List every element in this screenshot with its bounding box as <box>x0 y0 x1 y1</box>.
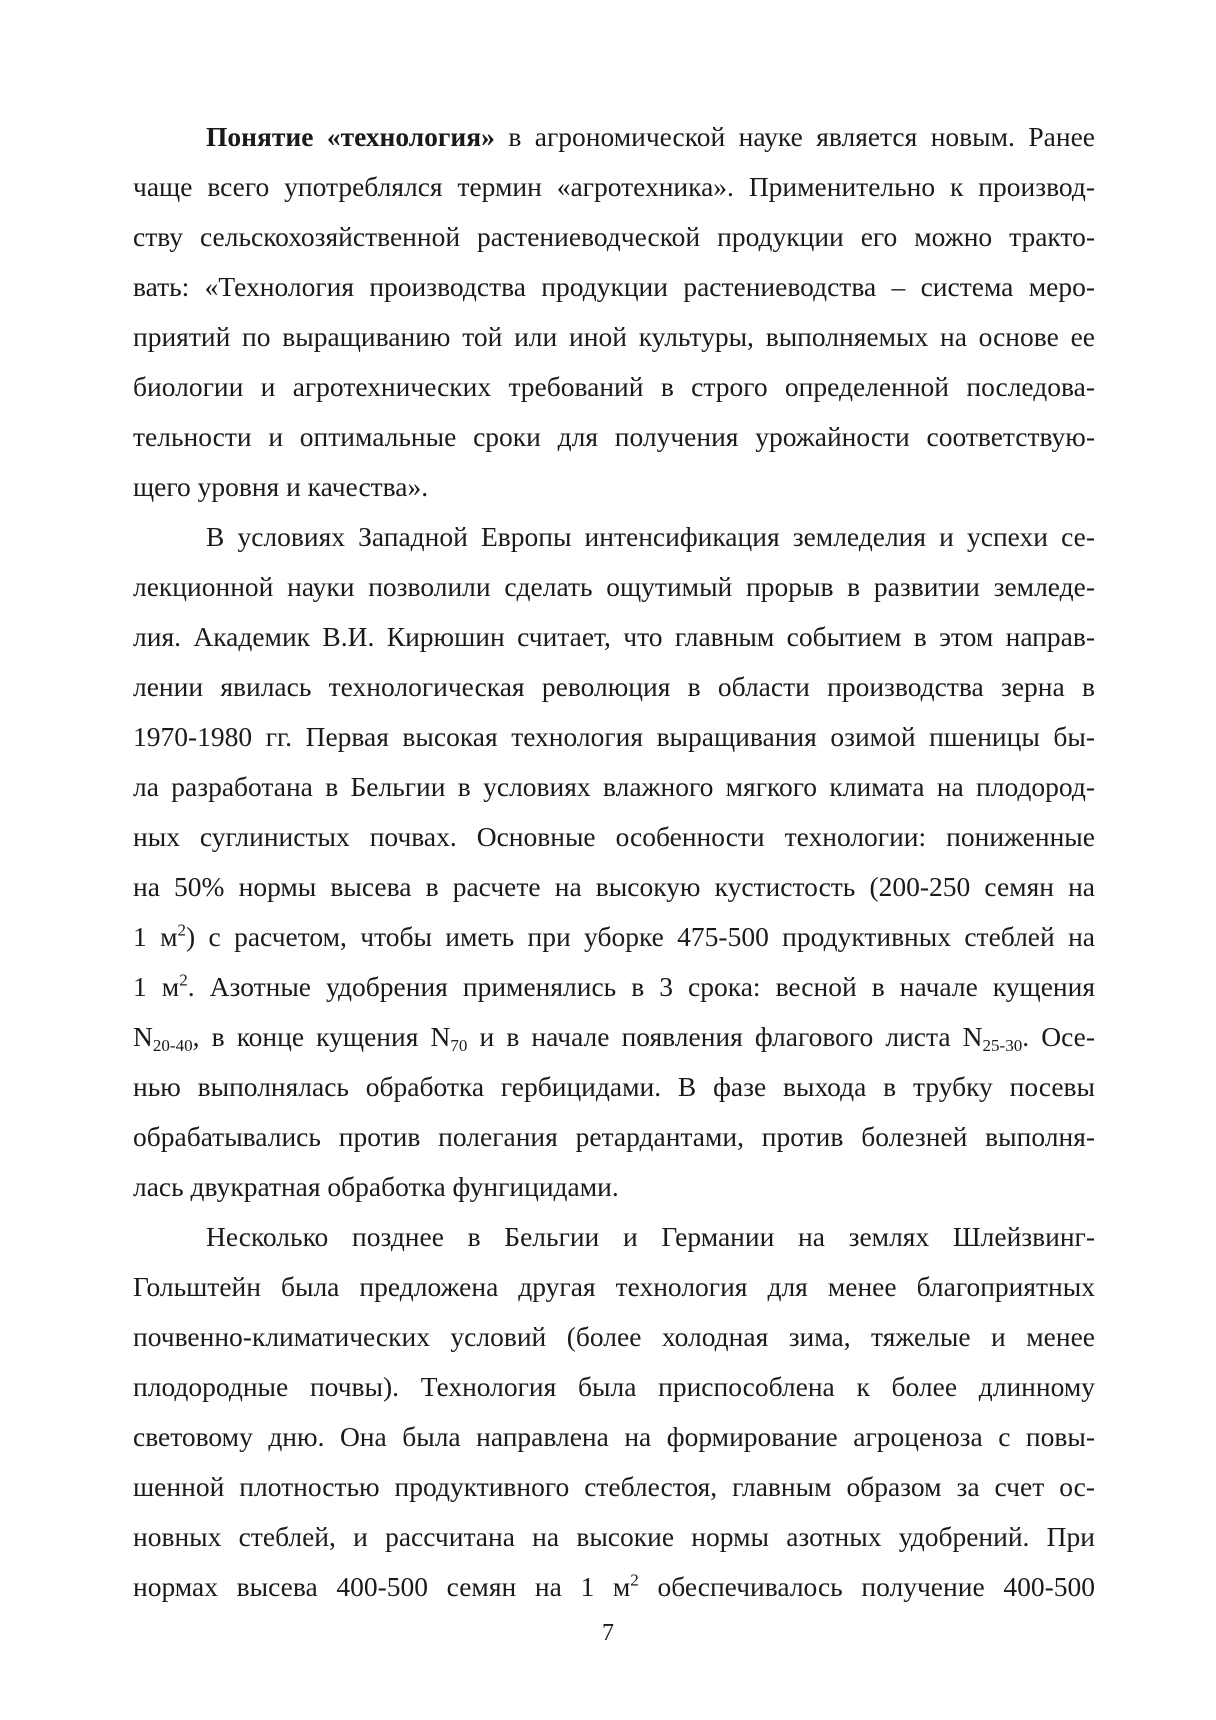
text-line: 1 $м^2$. Азотные удобрения применялись в 3 срока: весной в начале кущения <box>133 970 1095 1002</box>
term-bold: Понятие «технология» <box>206 121 495 152</box>
text-line: 1970-1980 гг. Первая высокая технология выращивания озимой пшеницы бы- <box>133 721 1095 752</box>
text-line: лении явилась технологическая революция в области производства зерна в <box>133 671 1095 702</box>
text-line: нью выполнялась обработка гербицидами. В фазе выхода в трубку посевы <box>133 1071 1095 1102</box>
text-line: плодородные почвы). Технология была приспособлена к более длинному <box>133 1371 1095 1402</box>
text-line: ству сельскохозяйственной растениеводческой продукции его можно тракто- <box>133 221 1095 252</box>
text-line: на 50% нормы высева в расчете на высокую кустистость (200-250 семян на <box>133 871 1095 902</box>
page-number: 7 <box>602 1620 614 1646</box>
text-line: 1 $м^2$) с расчетом, чтобы иметь при уборке 475-500 продуктивных стеблей на <box>133 920 1096 952</box>
text-line: шенной плотностью продуктивного стеблестоя, главным образом за счет ос- <box>133 1471 1095 1502</box>
text-line: приятий по выращиванию той или иной культуры, выполняемых на основе ее <box>133 321 1095 352</box>
text-line: тельности и оптимальные сроки для получения урожайности соответствую- <box>133 421 1095 452</box>
text-line: лия. Академик В.И. Кирюшин считает, что главным событием в этом направ- <box>133 621 1095 652</box>
text-line: новных стеблей, и рассчитана на высокие нормы азотных удобрений. При <box>133 1521 1095 1552</box>
text-line: В условиях Западной Европы интенсификация земледелия и успехи се- <box>206 521 1095 552</box>
text-line: вать: «Технология производства продукции растениеводства – система меро- <box>133 271 1095 302</box>
text-line: нормах высева 400-500 семян на 1 $м^2$ обеспечивалось получение 400-500 <box>133 1570 1095 1602</box>
text-line: щего уровня и качества». <box>133 471 429 502</box>
text-line: Гольштейн была предложена другая технология для менее благоприятных <box>133 1271 1095 1302</box>
text-line: $N_{20-40}$, в конце кущения $N_{70}$ и в начале появления флагового листа $N_{25-30}$. Осе- <box>133 1021 1096 1056</box>
text-line: чаще всего употреблялся термин «агротехника». Применительно к производ- <box>133 171 1095 202</box>
text-line: почвенно-климатических условий (более холодная зима, тяжелые и менее <box>133 1321 1095 1352</box>
text-line: ла разработана в Бельгии в условиях влажного мягкого климата на плодород- <box>133 771 1095 802</box>
text-line: Несколько позднее в Бельгии и Германии на землях Шлейзвинг- <box>206 1221 1095 1252</box>
body-text <box>133 112 1095 1612</box>
text-line: обрабатывались против полегания ретардантами, против болезней выполня- <box>133 1121 1095 1152</box>
text-line: ных суглинистых почвах. Основные особенности технологии: пониженные <box>133 821 1095 852</box>
text-line: световому дню. Она была направлена на формирование агроценоза с повы- <box>133 1421 1095 1452</box>
text-line: лась двукратная обработка фунгицидами. <box>133 1171 619 1202</box>
text-line: биологии и агротехнических требований в строго определенной последова- <box>133 371 1095 402</box>
text-line: лекционной науки позволили сделать ощутимый прорыв в развитии земледе- <box>133 571 1095 602</box>
text-line: Понятие «технология» в агрономической науке является новым. Ранее <box>206 121 1095 152</box>
